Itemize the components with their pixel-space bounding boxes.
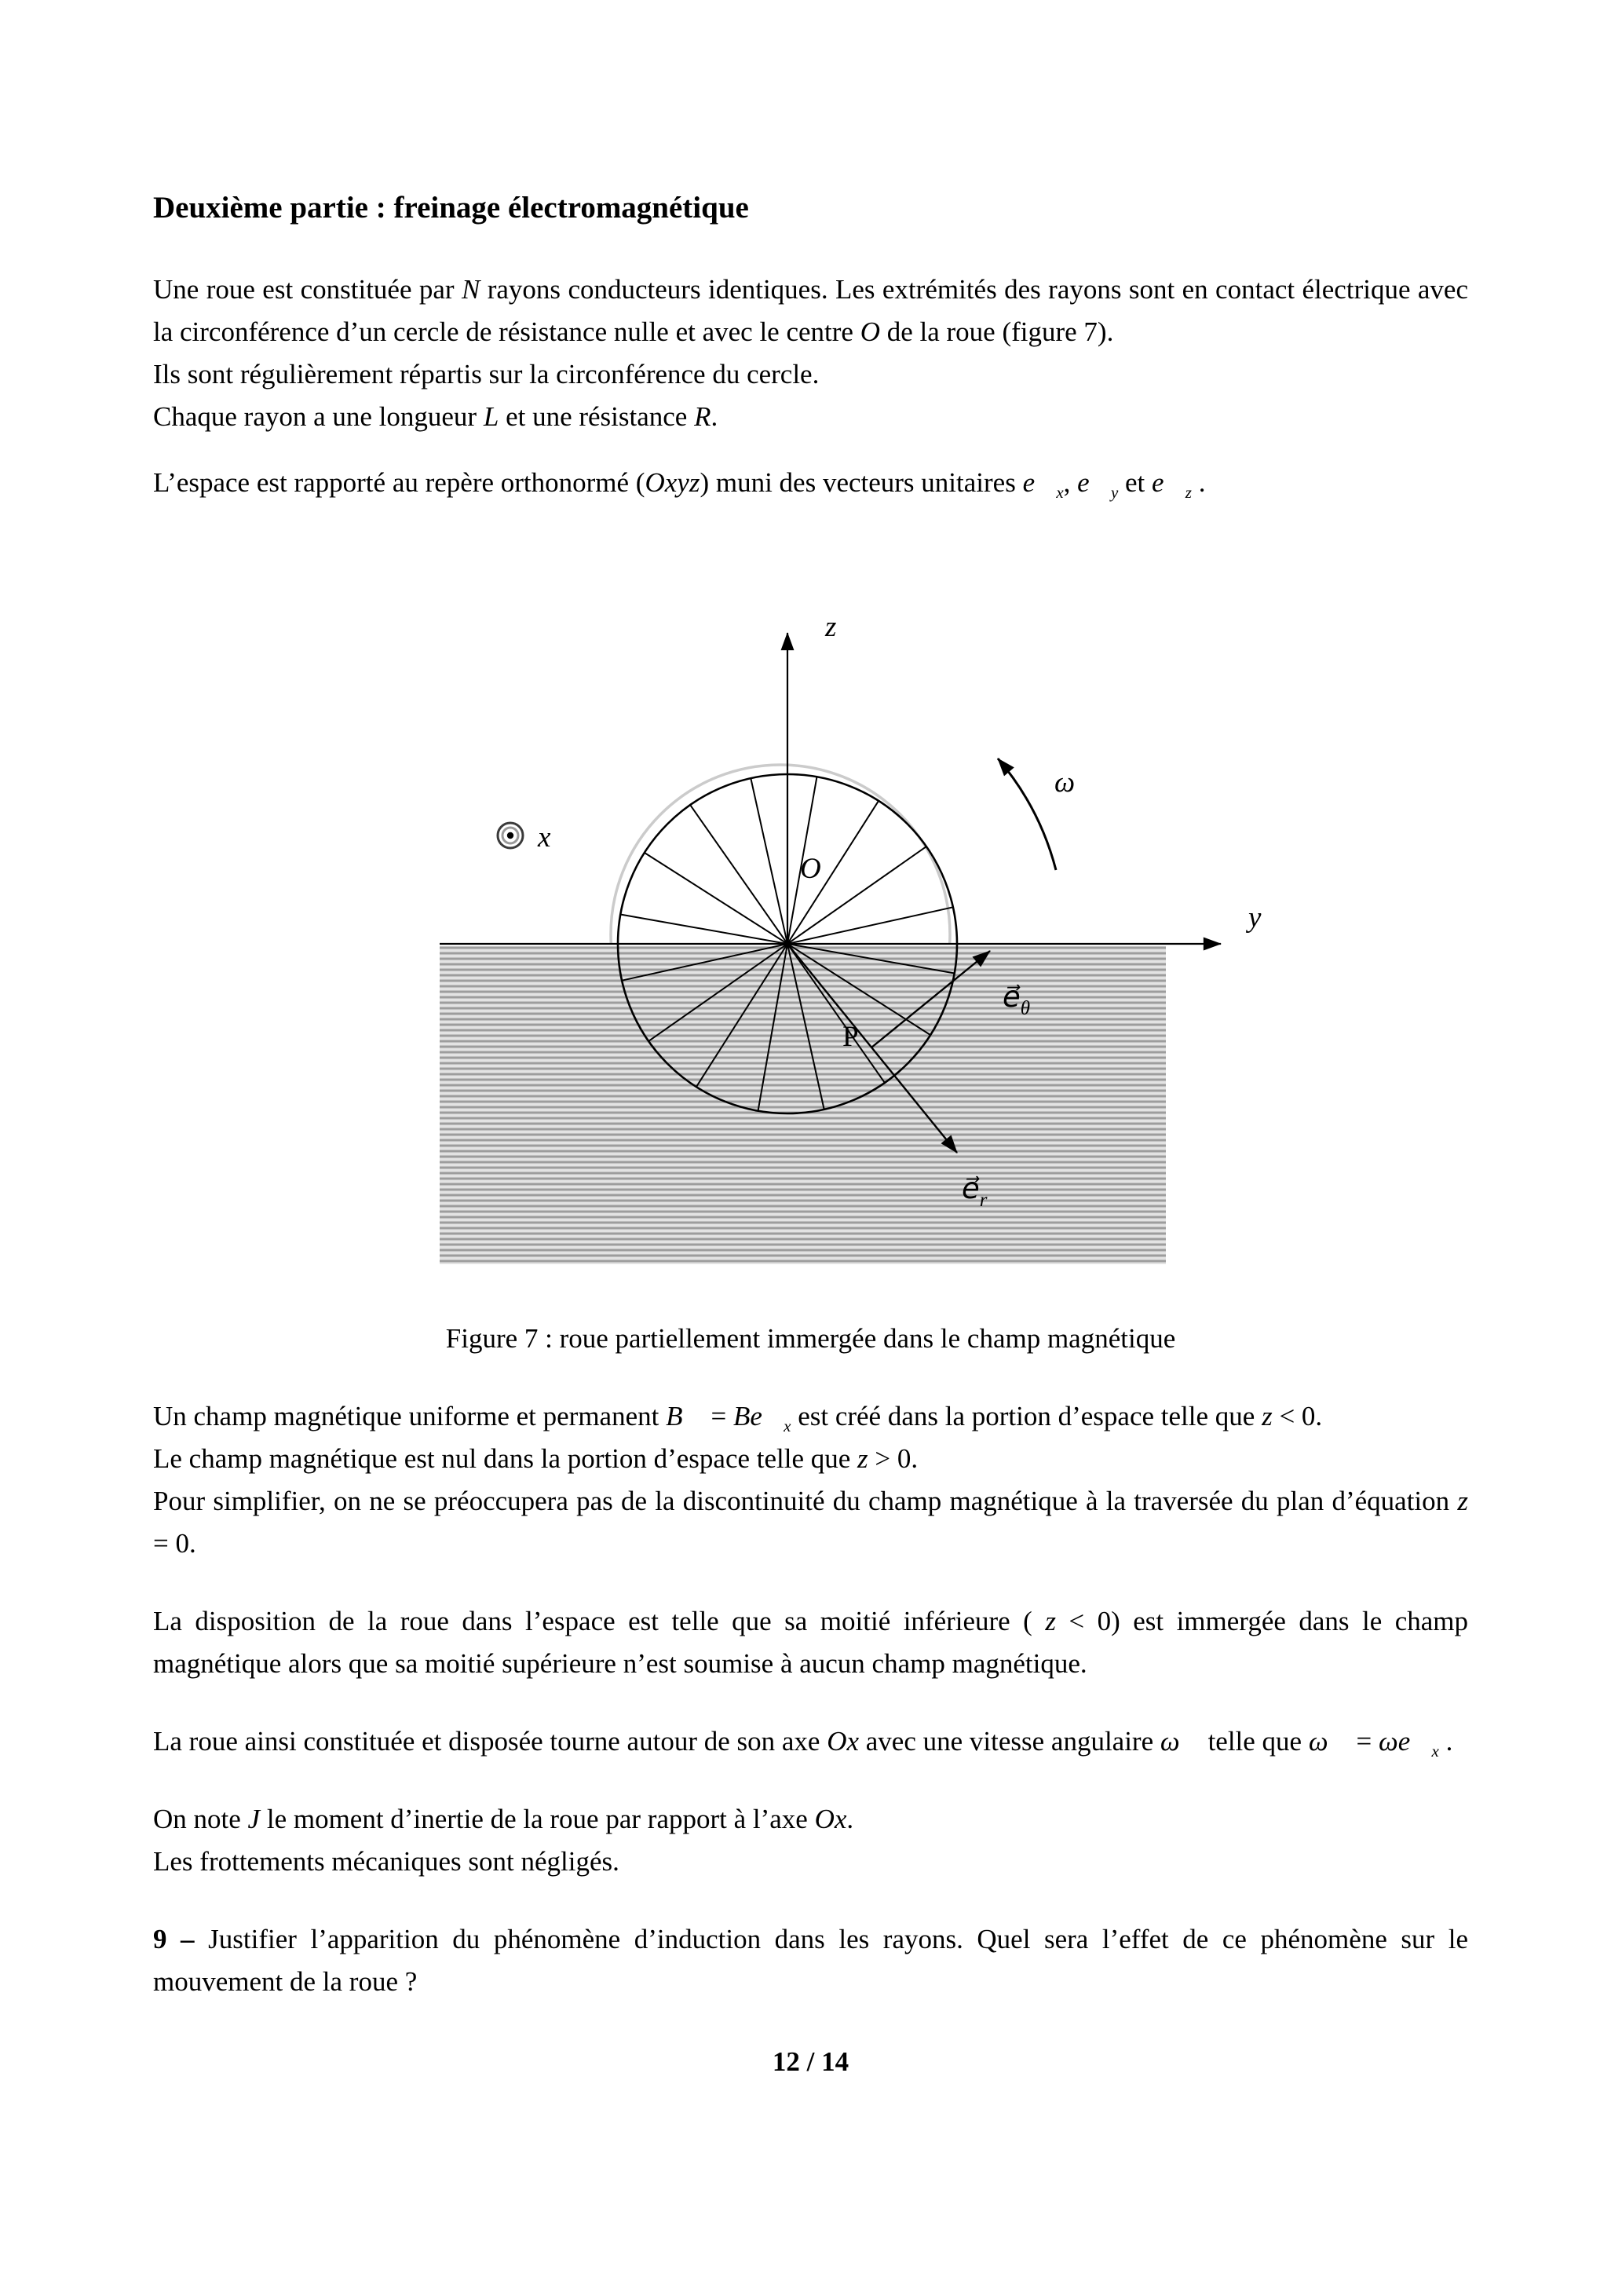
magnetic-field-region	[440, 946, 1166, 1264]
paragraph-spoke-distribution: Ils sont régulièrement répartis sur la circonférence du cercle.	[153, 359, 820, 389]
x-axis-out-of-page-icon	[498, 823, 523, 848]
paragraph-spoke-properties: Chaque rayon a une longueur L et une résistance R.	[153, 401, 718, 432]
label-omega: ω	[1054, 766, 1076, 799]
paragraph-field-definition: Un champ magnétique uniforme et permanent B⃗ = $Be⃗_x$ est créé dans la portion d’espace telle que z < 0.	[153, 1401, 1323, 1435]
section-title: Deuxième partie : freinage électromagnétique	[153, 191, 749, 225]
label-y-axis: y	[1248, 901, 1262, 934]
label-z-axis: z	[825, 611, 837, 643]
inertia-block	[153, 1798, 1468, 1883]
paragraph-discontinuity: Pour simplifier, on ne se préoccupera pas de la discontinuité du champ magnétique à la traversée du plan d’équation z = 0.	[153, 1486, 1468, 1559]
label-point-p: P	[842, 1021, 859, 1053]
paragraph-wheel-description: Une roue est constituée par N rayons conducteurs identiques. Les extrémités des rayons sont en contact électrique avec la circonférence d’un cercle de résistance nulle et avec le centre O de la roue (figure 7).	[153, 274, 1468, 347]
page-number: 12 / 14	[772, 2046, 849, 2077]
label-x-axis: x	[538, 821, 551, 854]
figure-7	[153, 605, 1468, 1360]
figure-caption: Figure 7 : roue partiellement immergée dans le champ magnétique	[445, 1323, 1176, 1354]
label-e-theta: $e⃗_\theta$	[1003, 982, 1031, 1019]
field-description-block	[153, 1395, 1468, 1565]
label-origin-o: O	[800, 853, 821, 885]
paragraph-friction: Les frottements mécaniques sont négligés.	[153, 1846, 619, 1877]
label-e-r: $e⃗_r$	[962, 1173, 988, 1211]
paragraph-wheel-position: La disposition de la roue dans l’espace est telle que sa moitié inférieure ( z < 0) est immergée dans le champ magnétique alors que sa moitié supérieure n’est soumise à aucun champ magnétique.	[153, 1606, 1468, 1679]
question-9: 9 – Justifier l’apparition du phénomène d’induction dans les rayons. Quel sera l’effet de ce phénomène sur le mouvement de la roue ?	[153, 1924, 1468, 1997]
omega-rotation-arrow	[998, 759, 1056, 870]
paragraph-inertia: On note J le moment d’inertie de la roue par rapport à l’axe Ox.	[153, 1804, 854, 1834]
paragraph-rotation: La roue ainsi constituée et disposée tourne autour de son axe Ox avec une vitesse angulaire ω⃗ telle que ω⃗ = $\omega e⃗_x$ .	[153, 1726, 1453, 1760]
paragraph-field-null: Le champ magnétique est nul dans la portion d’espace telle que z > 0.	[153, 1443, 919, 1474]
paragraph-reference-frame: L’espace est rapporté au repère orthonormé (Oxyz) muni des vecteurs unitaires $e⃗_x$, $e⃗_y$ et $e⃗_z$ .	[153, 467, 1206, 502]
figure-7-diagram	[153, 605, 1468, 1296]
